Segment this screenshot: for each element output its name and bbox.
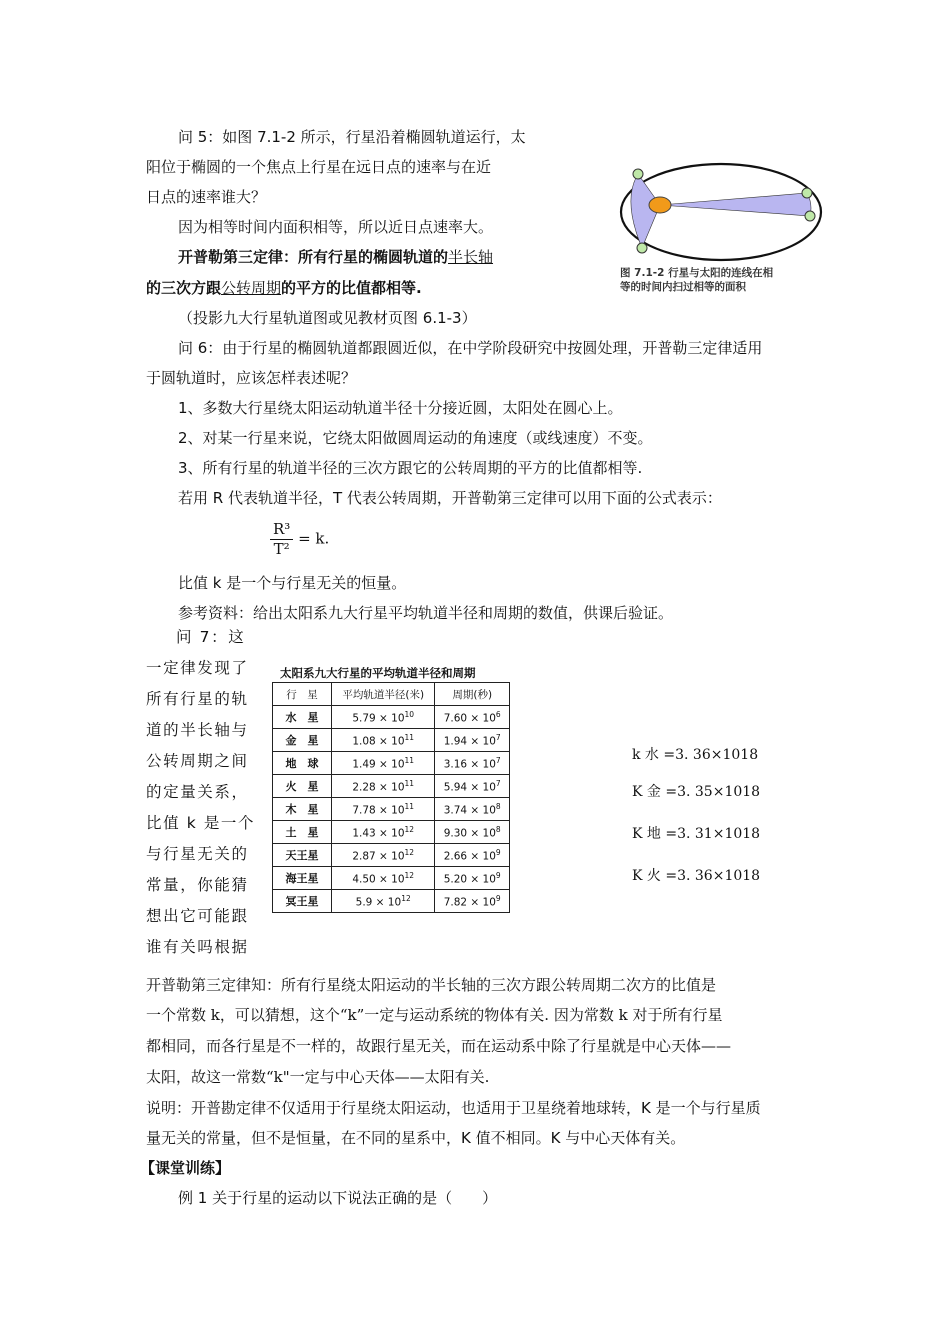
k-value-mars: K 火 =3. 36×1018 xyxy=(632,868,761,884)
planet-table xyxy=(272,682,510,913)
planet-name-cell: 土 星 xyxy=(273,821,332,844)
period-base: 5.20 × 10 xyxy=(443,873,496,886)
planet-name-cell: 天王星 xyxy=(273,844,332,867)
period-base: 7.60 × 10 xyxy=(443,712,496,725)
radius-exponent: 12 xyxy=(404,847,415,857)
table-row xyxy=(273,775,510,798)
period-base: 1.94 × 10 xyxy=(443,735,496,748)
q7-line: 的定量关系， xyxy=(146,783,249,801)
orbit-figure xyxy=(616,160,826,302)
q7-line: 所有行星的轨 xyxy=(146,690,249,708)
planet-name-cell: 海王星 xyxy=(273,867,332,890)
q6-point1: 1、多数大行星绕太阳运动轨道半径十分接近圆，太阳处在圆心上。 xyxy=(178,399,623,417)
radius-cell xyxy=(332,844,435,867)
radius-exponent: 10 xyxy=(404,709,415,719)
kepler-formula xyxy=(270,520,329,559)
radius-cell xyxy=(332,890,435,913)
radius-cell xyxy=(332,821,435,844)
period-cell xyxy=(435,798,510,821)
period-exponent: 6 xyxy=(495,709,501,719)
formula-rhs: = k. xyxy=(298,529,330,548)
q6-line2: 于圆轨道时，应该怎样表述呢？ xyxy=(146,369,357,387)
q6-point3: 3、所有行星的轨道半径的三次方跟它的公转周期的平方的比值都相等. xyxy=(178,459,643,477)
q7-line: 与行星无关的 xyxy=(146,845,249,863)
period-base: 3.16 × 10 xyxy=(443,758,496,771)
planet-name-cell: 水 星 xyxy=(273,706,332,729)
table-row xyxy=(273,821,510,844)
planet-name-cell: 火 星 xyxy=(273,775,332,798)
q5-line2: 阳位于椭圆的一个焦点上行星在远日点的速率与在近 xyxy=(146,158,492,176)
table-header-row xyxy=(273,683,510,706)
table-row xyxy=(273,798,510,821)
radius-base: 5.9 × 10 xyxy=(355,896,402,909)
conclusion-line: 一个常数 k，可以猜想，这个“k”一定与运动系统的物体有关. 因为常数 k 对于所有行星 xyxy=(146,1006,723,1024)
q7-column xyxy=(146,625,258,966)
q7-line: 道的半长轴与 xyxy=(146,721,249,739)
radius-exponent: 12 xyxy=(401,893,411,903)
figure-caption xyxy=(620,266,773,294)
q6-line1: 问 6：由于行星的椭圆轨道都跟圆近似，在中学阶段研究中按圆处理，开普勒三定律适用 xyxy=(178,339,763,357)
planet-name-cell: 木 星 xyxy=(273,798,332,821)
table-row xyxy=(273,752,510,775)
radius-exponent: 12 xyxy=(404,824,415,834)
period-cell xyxy=(435,729,510,752)
period-exponent: 9 xyxy=(495,893,501,903)
header-planet: 行 星 xyxy=(273,683,332,706)
example1: 例 1 关于行星的运动以下说法正确的是（ ） xyxy=(178,1189,498,1207)
conclusion-line: 开普勒第三定律知：所有行星绕太阳运动的半长轴的三次方跟公转周期二次方的比值是 xyxy=(146,976,717,994)
period-base: 3.74 × 10 xyxy=(443,804,496,817)
projection-note: （投影九大行星轨道图或见教材页图 6.1-3） xyxy=(178,309,477,327)
radius-base: 7.78 × 10 xyxy=(352,804,405,817)
table-row xyxy=(273,706,510,729)
formula-denominator: T² xyxy=(273,540,290,558)
radius-base: 1.08 × 10 xyxy=(352,735,405,748)
law3-line1 xyxy=(178,247,493,267)
orbit-ellipse-diagram xyxy=(616,160,826,268)
q7-line: 常量，你能猜 xyxy=(146,876,249,894)
period-cell xyxy=(435,867,510,890)
q7-line: 想出它可能跟 xyxy=(146,907,249,925)
period-cell xyxy=(435,890,510,913)
formula-intro: 若用 R 代表轨道半径，T 代表公转周期，开普勒第三定律可以用下面的公式表示： xyxy=(178,489,722,507)
radius-cell xyxy=(332,752,435,775)
figure-caption-line1: 图 7.1-2 行星与太阳的连线在相 xyxy=(620,267,774,279)
reference-note: 参考资料：给出太阳系九大行星平均轨道半径和周期的数值，供课后验证。 xyxy=(178,604,674,622)
radius-base: 1.43 × 10 xyxy=(352,827,405,840)
planet-name-cell: 地 球 xyxy=(273,752,332,775)
radius-exponent: 11 xyxy=(404,732,415,742)
radius-cell xyxy=(332,867,435,890)
planet-name-cell: 金 星 xyxy=(273,729,332,752)
radius-base: 5.79 × 10 xyxy=(352,712,405,725)
header-period: 周期(秒) xyxy=(435,683,510,706)
period-exponent: 9 xyxy=(495,870,501,880)
q5-answer: 因为相等时间内面积相等，所以近日点速率大。 xyxy=(178,218,494,236)
law3-line2 xyxy=(146,278,422,298)
law3-term-semimajor: 半长轴 xyxy=(448,248,494,266)
period-cell xyxy=(435,844,510,867)
table-row xyxy=(273,867,510,890)
planet-icon xyxy=(633,169,643,179)
period-base: 2.66 × 10 xyxy=(443,850,496,863)
k-value-earth: K 地 =3. 31×1018 xyxy=(632,826,761,842)
figure-caption-line2: 等的时间内扫过相等的面积 xyxy=(620,281,746,293)
period-cell xyxy=(435,821,510,844)
period-exponent: 7 xyxy=(495,778,501,788)
table-row xyxy=(273,890,510,913)
table-row xyxy=(273,844,510,867)
q7-line: 公转周期之间 xyxy=(146,752,249,770)
radius-base: 4.50 × 10 xyxy=(352,873,405,886)
training-heading: 【课堂训练】 xyxy=(140,1159,231,1177)
planet-name-cell: 冥王星 xyxy=(273,890,332,913)
radius-exponent: 11 xyxy=(404,755,415,765)
planet-table-title: 太阳系九大行星的平均轨道半径和周期 xyxy=(280,666,476,680)
law3-suffix: 的平方的比值都相等. xyxy=(281,279,422,297)
planet-icon xyxy=(805,211,815,221)
period-cell xyxy=(435,706,510,729)
radius-cell xyxy=(332,729,435,752)
period-base: 9.30 × 10 xyxy=(443,827,496,840)
q7-line: 一定律发现了 xyxy=(146,659,249,677)
q5-line1: 问 5：如图 7.1-2 所示，行星沿着椭圆轨道运行，太 xyxy=(178,128,526,146)
period-base: 5.94 × 10 xyxy=(443,781,496,794)
q7-line: 问 7：这 xyxy=(176,628,246,646)
header-radius: 平均轨道半径(米) xyxy=(332,683,435,706)
formula-numerator: R³ xyxy=(270,520,293,540)
law3-term-period: 公转周期 xyxy=(221,279,282,297)
period-exponent: 9 xyxy=(495,847,501,857)
planet-table-block xyxy=(272,664,510,913)
period-exponent: 7 xyxy=(495,732,501,742)
k-value-mercury: k 水 =3. 36×1018 xyxy=(632,747,759,763)
q6-point2: 2、对某一行星来说，它绕太阳做圆周运动的角速度（或线速度）不变。 xyxy=(178,429,653,447)
law3-prefix1: 开普勒第三定律：所有行星的椭圆轨道的 xyxy=(178,248,449,266)
period-base: 7.82 × 10 xyxy=(443,896,496,909)
period-cell xyxy=(435,752,510,775)
radius-cell xyxy=(332,798,435,821)
period-cell xyxy=(435,775,510,798)
conclusion-line: 太阳，故这一常数“k"一定与中心天体——太阳有关. xyxy=(146,1068,490,1086)
k-constant-statement: 比值 k 是一个与行星无关的恒量。 xyxy=(178,574,407,592)
radius-base: 1.49 × 10 xyxy=(352,758,405,771)
table-row xyxy=(273,729,510,752)
formula-fraction xyxy=(270,520,293,559)
radius-exponent: 12 xyxy=(404,870,415,880)
q5-line3: 日点的速率谁大？ xyxy=(146,188,267,206)
period-exponent: 8 xyxy=(495,824,501,834)
radius-exponent: 11 xyxy=(404,801,415,811)
radius-base: 2.87 × 10 xyxy=(352,850,405,863)
q7-line: 谁有关吗根据 xyxy=(146,938,249,956)
note-line2: 量无关的常量，但不是恒量，在不同的星系中，K 值不相同。K 与中心天体有关。 xyxy=(146,1129,686,1147)
planet-icon xyxy=(637,243,647,253)
conclusion-line: 都相同，而各行星是不一样的，故跟行星无关，而在运动系中除了行星就是中心天体—— xyxy=(146,1037,732,1055)
k-value-venus: K 金 =3. 35×1018 xyxy=(632,784,761,800)
law3-prefix2: 的三次方跟 xyxy=(146,279,222,297)
radius-cell xyxy=(332,775,435,798)
period-exponent: 8 xyxy=(495,801,501,811)
sun-icon xyxy=(649,197,671,213)
planet-icon xyxy=(802,188,812,198)
swept-area-far xyxy=(660,193,811,216)
radius-cell xyxy=(332,706,435,729)
period-exponent: 7 xyxy=(495,755,501,765)
q7-line: 比值 k 是一个 xyxy=(146,814,256,832)
radius-base: 2.28 × 10 xyxy=(352,781,405,794)
note-line1: 说明：开普勘定律不仅适用于行星绕太阳运动，也适用于卫星绕着地球转，K 是一个与行星质 xyxy=(146,1099,761,1117)
radius-exponent: 11 xyxy=(404,778,415,788)
